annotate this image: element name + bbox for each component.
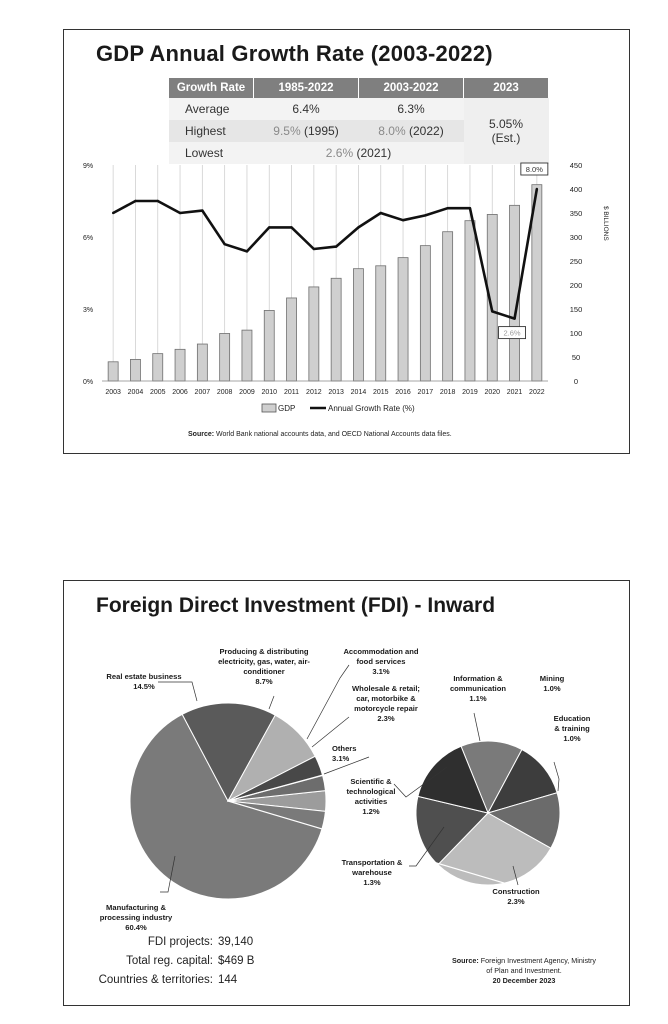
label-producing-line3: conditioner [243,667,285,676]
x-tick-label: 2009 [239,389,255,396]
label-mining [527,674,577,694]
stat-key: Total reg. capital: [126,955,213,967]
x-tick-label: 2004 [127,389,144,396]
fdi-source [434,956,614,986]
x-tick-label: 2010 [261,389,278,396]
growth-rate-point [402,219,404,221]
label-real-estate [94,672,194,692]
label-wholesale-line3: motorcycle repair [354,704,418,713]
growth-rate-point [290,226,292,228]
label-wholesale-value: 2.3% [377,714,395,723]
gdp-bar [309,287,319,381]
x-tick-label: 2015 [372,389,389,396]
leader-information [474,713,480,741]
gdp-bar [264,310,274,381]
label-info-line2: communication [449,684,507,693]
x-tick-label: 2014 [350,389,367,396]
x-tick-label: 2019 [462,389,478,396]
label-scientific [336,777,406,817]
fdi-source-label: Source: [451,956,479,965]
annotation-label: 8.0% [525,165,543,174]
header-2003-2022: 2003-2022 [359,78,464,98]
growth-rate-point [357,226,359,228]
highest-1985-val: 9.5% [273,124,301,138]
x-tick-label: 2012 [306,389,322,396]
x-tick-label: 2011 [284,389,300,396]
gdp-bar [197,344,207,381]
y-left-tick-label: 3% [83,307,94,314]
y-right-tick-label: 400 [569,185,583,194]
y-right-tick-label: 300 [569,233,583,242]
highest-1985-year: (1995) [304,124,339,138]
growth-rate-point [157,200,159,202]
fdi-source-line1: Foreign Investment Agency, Ministry [480,956,597,965]
y-right-tick-label: 350 [569,209,583,218]
label-scientific-value: 1.2% [362,807,380,816]
growth-rate-point [246,250,248,252]
label-wholesale [336,684,436,724]
gdp-bar [130,359,140,381]
label-scientific-line2: technological [346,787,396,796]
legend-gdp-swatch [262,404,276,412]
gdp-bar [331,278,341,381]
average-1985: 6.4% [254,98,359,120]
y-left-tick-label: 9% [83,163,94,170]
label-manufacturing-line2: processing industry [99,913,173,922]
x-tick-label: 2003 [105,389,121,396]
growth-rate-point [380,212,382,214]
y-left-tick-label: 6% [83,235,94,242]
header-1985-2022: 1985-2022 [254,78,359,98]
x-tick-label: 2007 [194,389,211,396]
y-right-tick-label: 200 [569,281,583,290]
gdp-bar [175,349,185,381]
label-accom-line1: Accommodation and [343,647,419,656]
y-right-title: $ BILLIONS [602,206,609,241]
stat-value: 39,140 [218,936,254,948]
label-scientific-line1: Scientific & [350,777,392,786]
label-wholesale-line2: car, motorbike & [356,694,416,703]
estimate-2023: 5.05% [488,117,524,131]
stat-key: Countries & territories: [98,974,213,986]
label-transport-line2: warehouse [352,868,392,877]
gdp-source-text: World Bank national accounts data, and OECD National Accounts data files. [216,431,452,438]
x-tick-label: 2021 [506,389,523,396]
label-real-estate-value: 14.5% [133,682,155,691]
gdp-bar [242,330,252,381]
label-construction-value: 2.3% [507,897,525,906]
x-tick-label: 2005 [149,389,166,396]
label-education-line2: & training [554,724,590,733]
gdp-bar [465,221,475,381]
lowest-year: (2021) [356,146,392,160]
x-tick-label: 2020 [484,389,501,396]
legend-line-label: Annual Growth Rate (%) [328,404,415,413]
gdp-chart [64,30,629,453]
label-producing-line1: Producing & distributing [219,647,309,656]
label-transport-line1: Transportation & [341,858,403,867]
label-producing [199,647,329,687]
label-manufacturing-value: 60.4% [125,923,147,932]
header-2023: 2023 [464,78,549,98]
growth-rate-point [112,212,114,214]
label-construction-name: Construction [492,887,540,896]
growth-rate-point [335,245,337,247]
growth-rate-point [134,200,136,202]
x-tick-label: 2017 [417,389,434,396]
y-right-tick-label: 50 [571,353,581,362]
stat-row [66,952,254,971]
average-2003: 6.3% [359,98,464,120]
label-education-value: 1.0% [563,734,581,743]
label-construction [476,887,556,907]
y-right-tick-label: 100 [569,329,583,338]
gdp-bar [108,362,118,381]
highest-2003-val: 8.0% [378,124,406,138]
fdi-stats [66,933,254,990]
x-tick-label: 2006 [172,389,188,396]
highest-2003-year: (2022) [409,124,444,138]
x-tick-label: 2016 [395,389,411,396]
gdp-panel [63,29,630,454]
label-scientific-line3: activities [354,797,388,806]
label-accommodation [331,647,431,677]
label-information [438,674,518,704]
fdi-source-line2: of Plan and Investment. [486,966,562,975]
growth-rate-point [223,243,225,245]
gdp-source [188,431,452,438]
label-mining-name: Mining [539,674,565,683]
gdp-bar [153,354,163,381]
x-tick-label: 2022 [529,389,545,396]
growth-rate-point [424,214,426,216]
stat-row [66,971,254,990]
label-others [332,744,380,764]
fdi-source-date: 20 December 2023 [492,976,556,985]
label-info-value: 1.1% [469,694,487,703]
row-label-highest: Highest [169,120,254,142]
growth-rate-point [179,212,181,214]
label-producing-value: 8.7% [255,677,273,686]
row-label-average: Average [169,98,254,120]
label-manufacturing [86,903,186,933]
gdp-source-label: Source: [188,431,215,438]
growth-rate-point [469,207,471,209]
y-right-tick-label: 150 [569,305,583,314]
row-label-lowest: Lowest [169,142,254,164]
label-others-name: Others [332,744,357,753]
label-transport-value: 1.3% [363,878,381,887]
stat-key: FDI projects: [147,936,213,948]
label-accom-line2: food services [356,657,406,666]
label-producing-line2: electricity, gas, water, air- [218,657,310,666]
label-transport [327,858,417,888]
fdi-panel [63,580,630,1006]
leader-producing [269,696,274,709]
gdp-bar [353,269,363,381]
y-left-tick-label: 0% [83,379,94,386]
growth-rate-point [491,310,493,312]
label-accom-value: 3.1% [372,667,390,676]
y-right-tick-label: 250 [569,257,583,266]
x-tick-label: 2018 [439,389,456,396]
label-info-line1: Information & [453,674,503,683]
growth-rate-point [513,317,515,319]
header-growth-rate: Growth Rate [169,78,254,98]
label-education-line1: Education [553,714,591,723]
growth-rate-point [313,248,315,250]
label-mining-value: 1.0% [543,684,561,693]
estimate-note: (Est.) [491,131,521,145]
growth-rate-point [446,207,448,209]
stat-value: $469 B [218,955,255,967]
fdi-title: Foreign Direct Investment (FDI) - Inward [96,594,496,617]
label-education [542,714,602,744]
label-real-estate-name: Real estate business [106,672,182,681]
stat-row [66,933,254,952]
growth-rate-point [536,188,538,190]
annotation-label: 2.6% [503,328,521,338]
growth-rate-point [268,226,270,228]
x-tick-label: 2013 [328,389,344,396]
legend-gdp-label: GDP [278,404,296,413]
lowest-val: 2.6% [325,146,354,160]
label-manufacturing-line1: Manufacturing & [106,903,166,912]
gdp-bar [287,298,297,381]
gdp-bar [220,333,230,381]
y-right-tick-label: 0 [573,377,579,386]
x-tick-label: 2008 [216,389,233,396]
label-others-value: 3.1% [332,754,350,763]
growth-rate-point [201,209,203,211]
gdp-bar [398,258,408,381]
gdp-bar [376,266,386,381]
label-wholesale-line1: Wholesale & retail; [352,684,420,693]
gdp-title: GDP Annual Growth Rate (2003-2022) [96,41,493,66]
gdp-bar [443,232,453,381]
stat-value: 144 [218,974,238,986]
gdp-bar [420,246,430,381]
y-right-tick-label: 450 [569,161,583,170]
